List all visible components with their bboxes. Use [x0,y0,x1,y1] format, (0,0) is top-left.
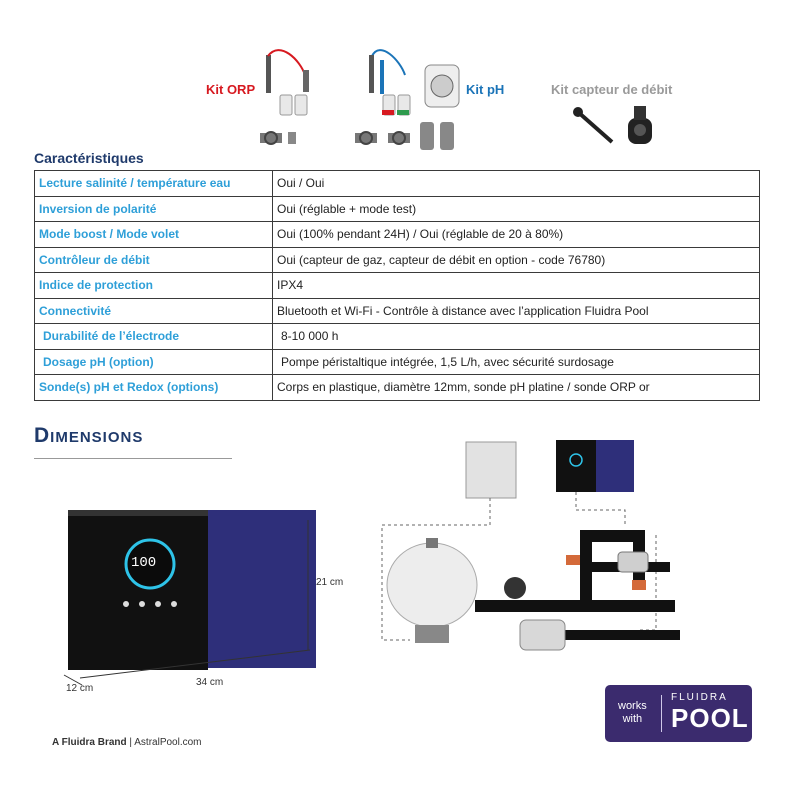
footer-site: AstralPool.com [134,737,202,748]
kit-orp-label: Kit ORP [206,82,256,97]
spec-value: Bluetooth et Wi-Fi - Contrôle à distance avec l’application Fluidra Pool [273,298,760,324]
table-row [35,375,760,401]
spec-value: Oui (réglable + mode test) [273,196,760,222]
installation-diagram [370,430,700,690]
orp-probe-image [260,50,309,144]
pipe [475,600,675,612]
table-row [35,171,760,197]
table-row [35,324,760,350]
spec-key: Connectivité [35,298,273,324]
badge-brand-bottom: POOL [671,703,749,733]
table-row [35,298,760,324]
table-row [35,273,760,299]
width-label: 34 cm [196,677,224,688]
spec-key: Contrôleur de débit [35,247,273,273]
badge-works: works [618,700,647,712]
spec-value: IPX4 [273,273,760,299]
specs-title: Caractéristiques [34,150,144,166]
spec-key: Lecture salinité / température eau [35,171,273,197]
spec-value: Oui / Oui [273,171,760,197]
depth-label: 12 cm [66,683,94,694]
control-box [466,442,516,498]
spec-key: Sonde(s) pH et Redox (options) [35,375,273,401]
spec-key: Indice de protection [35,273,273,299]
kit-flow-label: Kit capteur de débit [551,82,673,97]
device-dimension-drawing [60,500,360,700]
spec-key: Durabilité de l’électrode [35,324,273,350]
spec-value: Oui (capteur de gaz, capteur de débit en option - code 76780) [273,247,760,273]
spec-value: Pompe péristaltique intégrée, 1,5 L/h, avec sécurité surdosage [273,349,760,375]
works-with-fluidra-pool-badge [605,685,752,742]
device-button [123,601,129,607]
spec-key: Mode boost / Mode volet [35,222,273,248]
ph-kit-image [355,50,459,150]
table-row [35,196,760,222]
device-button [155,601,161,607]
spec-key: Dosage pH (option) [35,349,273,375]
device-front-panel [68,510,208,670]
height-label: 21 cm [316,577,344,588]
spec-value: Corps en plastique, diamètre 12mm, sonde pH platine / sonde ORP or [273,375,760,401]
flow-sensor-image [573,106,652,144]
footer-separator: | [129,737,133,748]
badge-brand-top: FLUIDRA [671,692,728,703]
footer-brand: A Fluidra Brand [52,737,127,748]
device-button [139,601,145,607]
device-side-panel [208,510,316,668]
device-button [171,601,177,607]
kit-ph-label: Kit pH [466,82,505,97]
table-row [35,349,760,375]
spec-key: Inversion de polarité [35,196,273,222]
dimensions-title: Dimensions [34,424,144,447]
device-display-value: 100 [131,555,157,571]
salt-cell [618,552,648,572]
kit-illustrations [0,0,800,160]
table-row [35,247,760,273]
pump [520,620,565,650]
badge-with: with [622,713,643,725]
sand-filter [387,543,477,627]
dimensions-divider [34,458,232,459]
spec-value: Oui (100% pendant 24H) / Oui (réglable de 20 à 80%) [273,222,760,248]
table-row [35,222,760,248]
specs-table [34,170,760,401]
footer [52,737,202,748]
badge-works-with [618,700,647,726]
badge-separator [661,695,662,732]
spec-value: 8-10 000 h [273,324,760,350]
